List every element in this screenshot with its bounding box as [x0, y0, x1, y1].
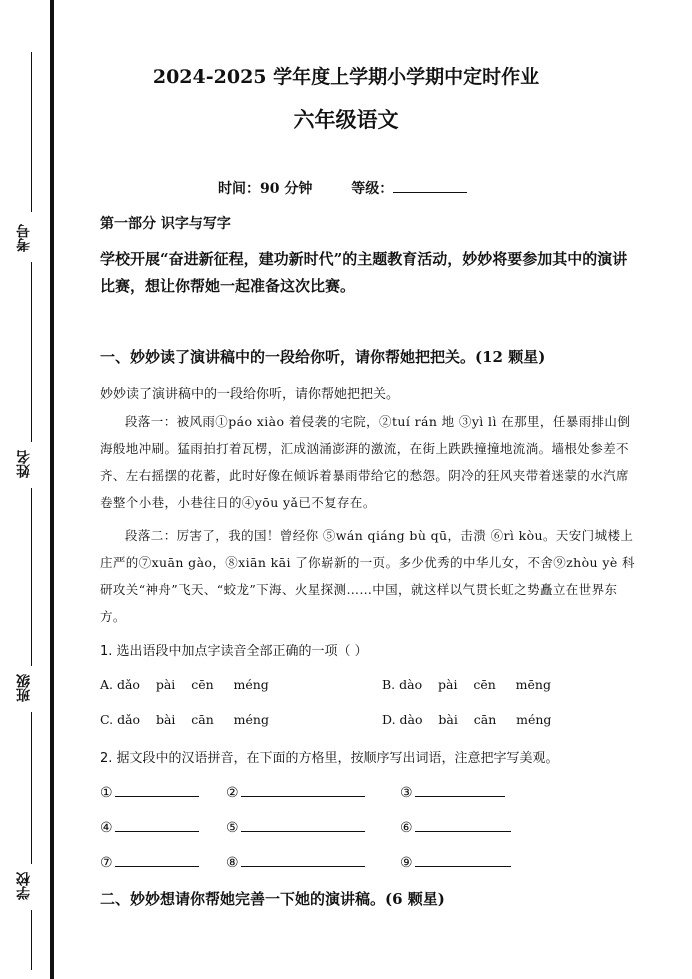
time-label: 时间：90 分钟 [218, 181, 313, 197]
question1-title: 一、妙妙读了演讲稿中的一段给你听，请你帮她把把关。(12 颗星) [100, 348, 546, 366]
grade-blank[interactable] [393, 178, 467, 193]
question1-subtitle: 妙妙读了演讲稿中的一段给你听，请你帮她把把关。 [100, 387, 400, 402]
class-line [31, 712, 32, 864]
passage-paragraph-2: 段落二：厉害了，我的国！曾经你 ⑤wán qiáng bù qū，击溃 ⑥rì kòu。天安门城楼上庄严的⑦xuān gào，⑧xiān kāi 了你崭新的一页。多少优秀的中华儿女，不舍⑨zhòu yè 科研攻关“神舟”飞天、“蛟龙”下海、火星探测……中国，就这样以气贯长虹之势矗立在世界东方。 [100, 528, 635, 624]
option-b[interactable]: B. dào pài cēn mēng [382, 677, 551, 692]
answer-blank-8[interactable] [226, 852, 365, 871]
answer-blank-1[interactable] [100, 782, 199, 801]
grade-label: 等级： [351, 181, 394, 197]
passage-paragraph-1: 段落一：被风雨①páo xiào 着侵袭的宅院，②tuí rán 地 ③yì lì 在那里，任暴雨排山倒海般地冲刷。猛雨拍打着瓦楞，汇成汹涌澎湃的激流，在街上跌跌撞撞地流淌。墙根处参差不齐、左右摇摆的花蓄，此时好像在倾诉着暴雨带给它的愁怨。阴冷的狂风夹带着迷蒙的水汽席卷整个小巷，小巷往日的④yōu yǎ已不复存在。 [100, 414, 631, 510]
name-label: 姓名 [16, 450, 32, 478]
answer-blank-7[interactable] [100, 852, 199, 871]
school-line [31, 910, 32, 970]
part1-heading: 第一部分 识字与写字 [100, 216, 231, 232]
margin-binding-line [50, 0, 54, 979]
blank-number: ① [100, 785, 113, 801]
answer-blank-4[interactable] [100, 817, 199, 836]
exam-meta [218, 178, 467, 198]
answer-blank-2[interactable] [226, 782, 365, 801]
blank-number: ⑥ [400, 820, 413, 836]
subject-title: 六年级语文 [293, 107, 399, 132]
blank-number: ⑨ [400, 855, 413, 871]
part1-intro: 学校开展“奋进新征程，建功新时代”的主题教育活动，妙妙将要参加其中的演讲比赛，想让你帮她一起准备这次比赛。 [100, 250, 628, 295]
question2-title: 二、妙妙想请你帮她完善一下她的演讲稿。(6 颗星) [100, 890, 445, 908]
exam-no-label: 考号 [16, 224, 32, 252]
subquestion-1: 1. 选出语段中加点字读音全部正确的一项（ ） [100, 644, 368, 659]
blank-number: ⑦ [100, 855, 113, 871]
blank-number: ③ [400, 785, 413, 801]
exam-title: 2024-2025 学年度上学期小学期中定时作业 [152, 66, 540, 88]
option-d[interactable]: D. dào bài cān méng [382, 712, 552, 727]
answer-blank-3[interactable] [400, 782, 505, 801]
blank-number: ⑤ [226, 820, 239, 836]
answer-blank-6[interactable] [400, 817, 511, 836]
blank-number: ② [226, 785, 239, 801]
answer-blank-9[interactable] [400, 852, 511, 871]
answer-blank-5[interactable] [226, 817, 365, 836]
class-label: 班级 [16, 674, 32, 702]
option-c[interactable]: C. dǎo bài cān méng [100, 712, 269, 727]
blank-number: ⑧ [226, 855, 239, 871]
blank-number: ④ [100, 820, 113, 836]
school-label: 学校 [16, 872, 32, 900]
option-a[interactable]: A. dǎo pài cēn méng [100, 677, 269, 692]
exam-no-line-lower [31, 262, 32, 442]
name-line [31, 488, 32, 666]
subquestion-2: 2. 据文段中的汉语拼音，在下面的方格里，按顺序写出词语，注意把字写美观。 [100, 751, 559, 766]
